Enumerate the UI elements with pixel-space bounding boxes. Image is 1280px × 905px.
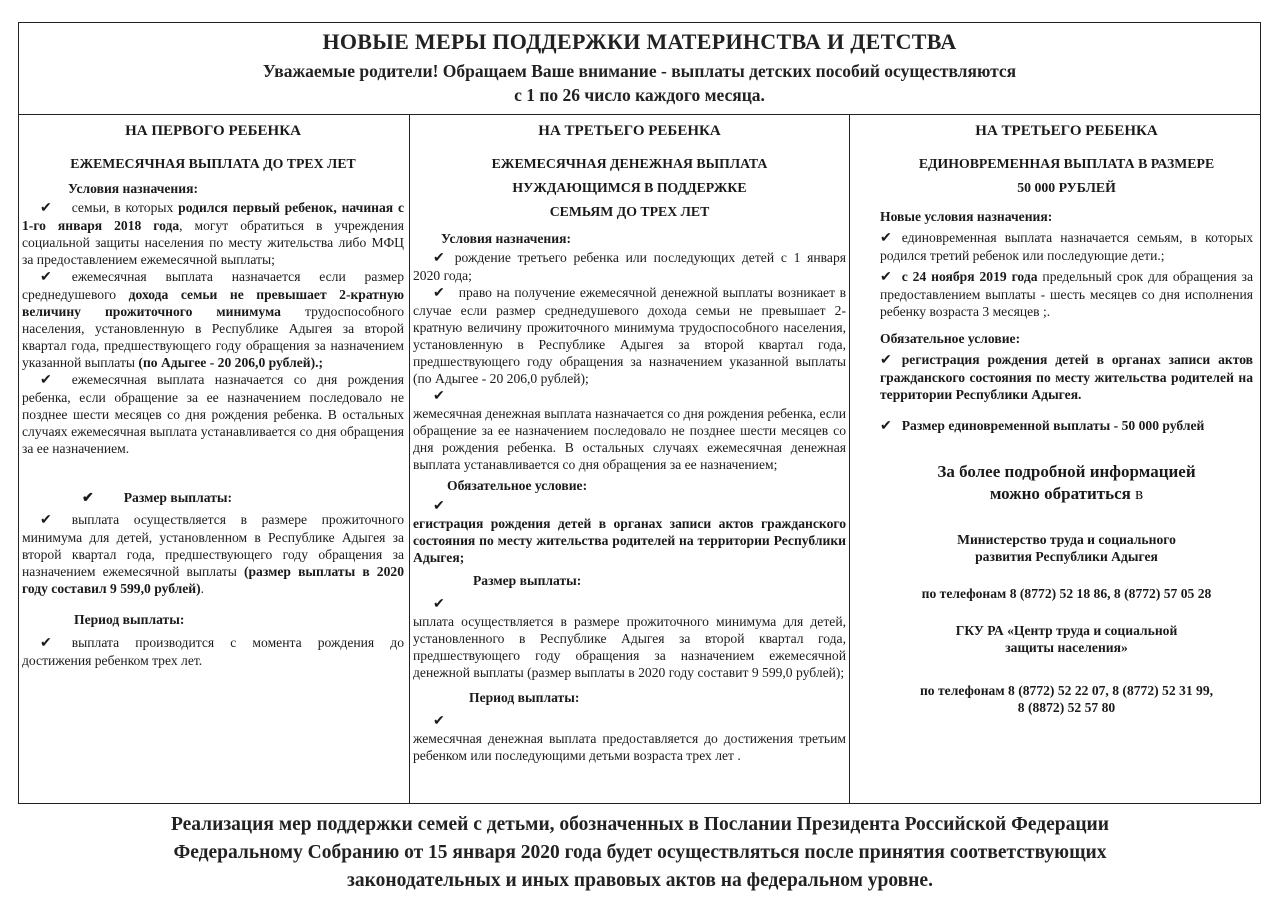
amount-label: Размер выплаты: <box>473 573 582 588</box>
subtitle-line-1: Уважаемые родители! Обращаем Ваше внимание - выплаты детских пособий осуществляются <box>262 61 1017 81</box>
mandatory-item: ✔ егистрация рождения детей в органах записи актов гражданского состояния по месту жительства родителей на территории Республики Адыгея; <box>413 499 846 565</box>
conditions-label: Новые условия назначения: <box>880 209 1053 224</box>
condition-item: ✔ право на получение ежемесячной денежной выплаты возникает в случае если размер среднедушевого дохода семьи не превышает 2-кратную величину прожиточного минимума трудоспособного населения, установленную в Республике Адыгея за второй квартал года, предшествующего году обращения за назначением указанной выплаты (по Адыгее - 20 206,0 рублей); <box>413 285 846 386</box>
checkmark-icon: ✔ <box>433 714 445 729</box>
amount-item: ✔ ыплата осуществляется в размере прожиточного минимума для детей, установленного в Республике Адыгея за второй квартал года, предшествующего году обращения за назначением ежемесячной денежной выплаты (размер выплаты в 2020 году составит 9 599,0 рублей); <box>413 597 846 680</box>
mandatory-item: ✔ регистрация рождения детей в органах записи актов гражданского состояния по месту жительства родителей на территории Республики Адыгея. <box>880 352 1253 402</box>
footer-line-1: Реализация мер поддержки семей с детьми, обозначенных в Послании Президента Российской Федерации <box>170 814 1110 835</box>
amount-item: ✔ Размер единовременной выплаты - 50 000 рублей <box>880 418 1205 434</box>
checkmark-icon: ✔ <box>40 373 52 388</box>
condition-item: ✔ рождение третьего ребенка или последующих детей с 1 января 2020 года; <box>413 250 846 283</box>
conditions-label: Условия назначения: <box>441 231 571 246</box>
info-heading: За более подробной информацией можно обратиться в <box>937 462 1196 503</box>
period-label: Период выплаты: <box>469 690 580 705</box>
org-center-phones: по телефонам 8 (8772) 52 22 07, 8 (8772) 52 31 99, 8 (8872) 52 57 80 <box>919 683 1214 715</box>
footer-line-3: законодательных и иных правовых актов на федеральном уровне. <box>347 870 933 891</box>
checkmark-icon: ✔ <box>880 270 892 285</box>
column-title: НА ТРЕТЬЕГО РЕБЕНКА <box>538 123 721 139</box>
org-ministry: Министерство труда и социального развития Республики Адыгея <box>957 532 1176 564</box>
column-first-child <box>19 115 410 803</box>
checkmark-icon: ✔ <box>82 491 94 506</box>
notice-sheet <box>18 22 1261 804</box>
checkmark-icon: ✔ <box>40 270 52 285</box>
period-item: ✔ выплата производится с момента рождения до достижения ребенком трех лет. <box>22 635 404 668</box>
checkmark-icon: ✔ <box>433 597 445 612</box>
condition-item: ✔ жемесячная денежная выплата назначается со дня рождения ребенка, если обращение за ее назначением последовало не позднее шести месяцев со дня рождения ребенка. В остальных случаях ежемесячная денежная выплата устанавливается со дня обращения за ее назначением; <box>413 389 846 472</box>
condition-item: ✔ ежемесячная выплата назначается со дня рождения ребенка, если обращение за ее назначением последовало не позднее шести месяцев со дня рождения ребенка. В остальных случаях ежемесячная выплата устанавливается со дня обращения за ее назначением. <box>22 372 404 456</box>
checkmark-icon: ✔ <box>880 231 892 246</box>
column-subtitle: ЕЖЕМЕСЯЧНАЯ ДЕНЕЖНАЯ ВЫПЛАТА НУЖДАЮЩИМСЯ В ПОДДЕРЖКЕ СЕМЬЯМ ДО ТРЕХ ЛЕТ <box>491 156 768 219</box>
column-subtitle: ЕДИНОВРЕМЕННАЯ ВЫПЛАТА В РАЗМЕРЕ 50 000 РУБЛЕЙ <box>918 156 1215 195</box>
checkmark-icon: ✔ <box>433 286 445 301</box>
checkmark-icon: ✔ <box>433 251 445 266</box>
column-title: НА ПЕРВОГО РЕБЕНКА <box>125 123 301 139</box>
condition-item: ✔ ежемесячная выплата назначается если размер среднедушевого дохода семьи не превышает 2-кратную величину прожиточного минимума трудоспособного населения, установленную в Республике Адыгея за второй квартал года, предшествующего году обращения за назначением указанной выплаты (по Адыгее - 20 206,0 рублей).; <box>22 269 404 370</box>
checkmark-icon: ✔ <box>40 201 52 216</box>
checkmark-icon: ✔ <box>433 389 445 404</box>
amount-label: ✔ Размер выплаты: <box>82 490 233 506</box>
subtitle-line-2: с 1 по 26 число каждого месяца. <box>514 85 765 105</box>
period-label: Период выплаты: <box>74 612 185 627</box>
condition-item: ✔ семьи, в которых родился первый ребенок, начиная с 1-го января 2018 года, могут обратиться в учреждения социальной защиты населения по месту жительства либо МФЦ за предоставлением ежемесячной выплаты; <box>22 200 405 267</box>
header-subtitle <box>109 59 1170 107</box>
column-third-child-monthly <box>410 115 850 803</box>
condition-item: ✔ единовременная выплата назначается семьям, в которых родился третий ребенок или последующие дети.; <box>880 230 1253 263</box>
amount-item: ✔ выплата осуществляется в размере прожиточного минимума для детей, установленном в Республике Адыгея за второй квартал года, предшествующего году обращения за назначением ежемесячной выплаты (размер выплаты в 2020 году составил 9 599,0 рублей). <box>22 512 404 596</box>
mandatory-label: Обязательное условие: <box>447 478 588 493</box>
checkmark-icon: ✔ <box>433 499 445 514</box>
checkmark-icon: ✔ <box>880 353 892 368</box>
mandatory-label: Обязательное условие: <box>880 331 1021 346</box>
condition-item: ✔ с 24 ноября 2019 года предельный срок для обращения за предоставлением выплаты - шесть месяцев со дня исполнения ребенку возраста 3 месяцев ;. <box>880 269 1254 319</box>
checkmark-icon: ✔ <box>40 513 52 528</box>
column-subtitle: ЕЖЕМЕСЯЧНАЯ ВЫПЛАТА ДО ТРЕХ ЛЕТ <box>70 156 356 171</box>
checkmark-icon: ✔ <box>880 419 892 434</box>
org-ministry-phones: по телефонам 8 (8772) 52 18 86, 8 (8772) 57 05 28 <box>921 586 1212 601</box>
conditions-label: Условия назначения: <box>68 181 198 196</box>
column-third-child-lump-sum <box>850 115 1259 803</box>
footer-line-2: Федеральному Собранию от 15 января 2020 года будет осуществляться после принятия соответствующих <box>173 842 1107 863</box>
checkmark-icon: ✔ <box>40 636 52 651</box>
footer-note <box>0 811 1280 895</box>
org-center: ГКУ РА «Центр труда и социальной защиты населения» <box>955 623 1178 655</box>
period-item: ✔ жемесячная денежная выплата предоставляется до достижения третьим ребенком или последующими детьми возраста трех лет . <box>413 714 846 763</box>
column-title: НА ТРЕТЬЕГО РЕБЕНКА <box>975 123 1158 139</box>
page-title: НОВЫЕ МЕРЫ ПОДДЕРЖКИ МАТЕРИНСТВА И ДЕТСТВА <box>322 29 957 54</box>
notice-header <box>19 23 1260 115</box>
